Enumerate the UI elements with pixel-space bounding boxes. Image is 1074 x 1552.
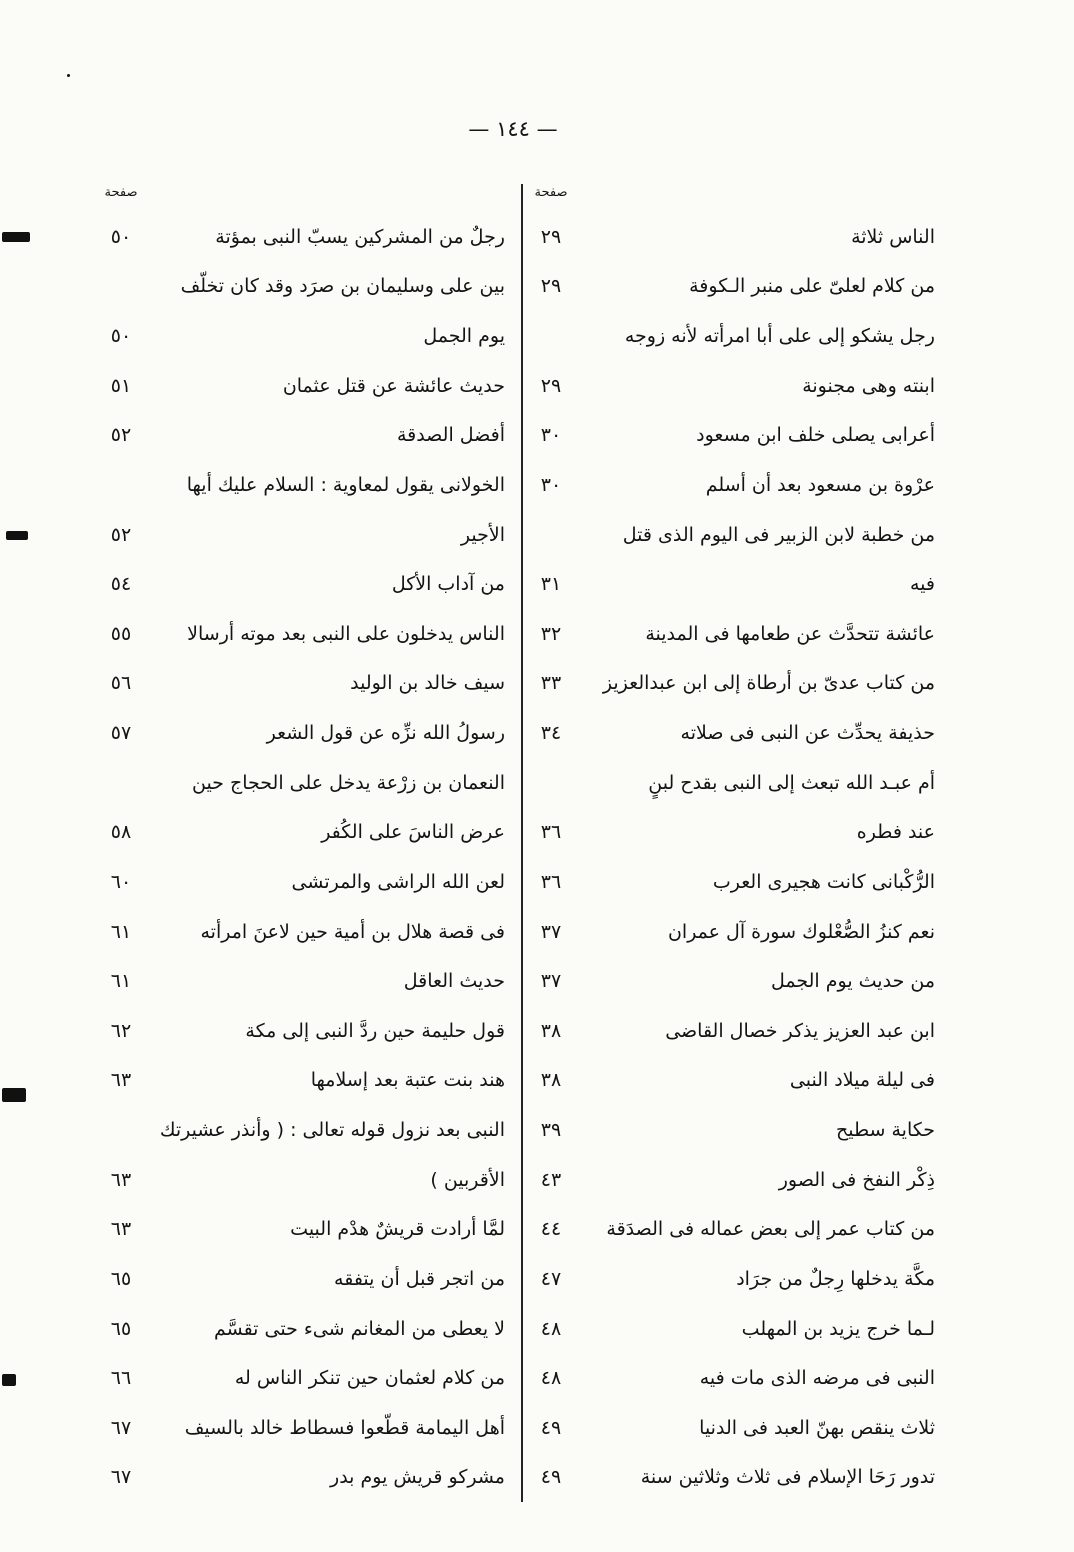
entry-title: النبى فى مرضه الذى مات فيه: [699, 1367, 935, 1390]
entry-title: النعمان بن زرْعة يدخل على الحجاج حين: [191, 771, 505, 794]
entry-title: لعن الله الراشى والمرتشى: [291, 870, 505, 893]
entry-page-number: ٢٩: [540, 275, 562, 298]
entry-title: النبى بعد نزول قوله تعالى : ( وأنذر عشيرتك: [159, 1119, 505, 1142]
index-entry: [100, 1105, 510, 1155]
entry-page-number: ٦٥: [110, 1317, 132, 1340]
left-index-column: [100, 212, 510, 1502]
entry-title: مشركو قريش يوم بدر: [330, 1466, 505, 1489]
entry-title: من كلام لعلىّ على منبر الـكوفة: [689, 275, 935, 298]
entry-title: سيف خالد بن الوليد: [350, 672, 505, 695]
index-entry: [530, 1304, 940, 1354]
entry-title: قول حليمة حين ردَّ النبى إلى مكة: [245, 1019, 505, 1042]
entry-page-number: ٥٢: [110, 424, 132, 447]
index-entry: [530, 1105, 940, 1155]
entry-page-number: ٥٦: [110, 672, 132, 695]
entry-title: الأجير: [460, 523, 505, 546]
index-entry: [530, 1353, 940, 1403]
index-entry: [100, 659, 510, 709]
index-entry: [100, 1403, 510, 1453]
entry-title: رجل يشكو إلى على أبا امرأته لأنه زوجه: [624, 325, 935, 348]
entry-page-number: ٣٩: [540, 1119, 562, 1142]
entry-title: تدور رَحَا الإسلام فى ثلاث وثلاثين سنة: [640, 1466, 935, 1489]
page-column-label: صفحة: [104, 185, 138, 200]
index-entry: [530, 411, 940, 461]
index-entry: [100, 1453, 510, 1503]
entry-page-number: ٦٠: [110, 870, 132, 893]
entry-title: لـما خرج يزيد بن المهلب: [741, 1317, 935, 1340]
entry-title: ابنته وهى مجنونة: [802, 374, 935, 397]
index-entry: [100, 1205, 510, 1255]
index-entry: [530, 1254, 940, 1304]
index-entry: [100, 311, 510, 361]
entry-page-number: ٥٠: [110, 225, 132, 248]
scan-artifact: [2, 232, 30, 242]
entry-title: أم عبـد الله تبعث إلى النبى بقدح لبنٍ: [648, 771, 935, 794]
entry-title: رجلٌ من المشركين يسبّ النبى بمؤتة: [215, 225, 505, 248]
entry-title: الناس يدخلون على النبى بعد موته أرسالا: [187, 622, 505, 645]
entry-page-number: ٣٠: [540, 424, 562, 447]
index-entry: [530, 808, 940, 858]
index-entry: [100, 907, 510, 957]
entry-page-number: ٦٥: [110, 1267, 132, 1290]
entry-page-number: ٣٦: [540, 870, 562, 893]
entry-page-number: ٥٤: [110, 573, 132, 596]
entry-title: حذيفة يحدِّث عن النبى فى صلاته: [680, 722, 935, 745]
entry-title: نعم كنزُ الصُّعْلوك سورة آل عمران: [667, 920, 935, 943]
entry-title: بين على وسليمان بن صرَد وقد كان تخلّف: [180, 275, 505, 298]
index-entry: [100, 411, 510, 461]
index-entry: [530, 708, 940, 758]
entry-title: ابن عبد العزيز يذكر خصال القاضى: [665, 1019, 935, 1042]
entry-title: الناس ثلاثة: [851, 225, 935, 248]
entry-page-number: ٤٧: [540, 1267, 562, 1290]
index-entry: [100, 262, 510, 312]
index-entry: [100, 510, 510, 560]
index-entry: [530, 1006, 940, 1056]
index-entry: [530, 559, 940, 609]
index-entry: [530, 758, 940, 808]
index-entry: [100, 1304, 510, 1354]
entry-page-number: ٦١: [110, 920, 132, 943]
index-entry: [530, 1453, 940, 1503]
entry-page-number: ٥١: [110, 374, 132, 397]
index-entry: [530, 262, 940, 312]
entry-title: فيه: [909, 573, 935, 596]
entry-title: من كلام لعثمان حين تنكر الناس له: [234, 1367, 505, 1390]
index-entry: [530, 1205, 940, 1255]
index-entry: [100, 758, 510, 808]
entry-page-number: ٦٢: [110, 1019, 132, 1042]
entry-title: من كتاب عدىّ بن أرطاة إلى ابن عبدالعزيز: [602, 672, 935, 695]
entry-page-number: ٢٩: [540, 374, 562, 397]
entry-title: حديث العاقل: [403, 970, 505, 993]
entry-page-number: ٣٢: [540, 622, 562, 645]
entry-title: الخولانى يقول لمعاوية : السلام عليك أيها: [186, 473, 505, 496]
entry-page-number: ٣٠: [540, 473, 562, 496]
entry-title: ثلاث ينقص بهنّ العبد فى الدنيا: [699, 1416, 935, 1439]
index-entry: [100, 1155, 510, 1205]
entry-page-number: ٥٠: [110, 325, 132, 348]
index-entry: [530, 1056, 940, 1106]
index-entry: [100, 1056, 510, 1106]
entry-page-number: ٥٢: [110, 523, 132, 546]
entry-title: أهل اليمامة قطّعوا فسطاط خالد بالسيف: [184, 1416, 505, 1439]
index-entry: [100, 1006, 510, 1056]
entry-page-number: ٥٥: [110, 622, 132, 645]
index-entry: [100, 361, 510, 411]
index-entry: [100, 857, 510, 907]
entry-page-number: ٥٨: [110, 821, 132, 844]
scan-artifact: [2, 1088, 26, 1102]
entry-title: لا يعطى من المغانم شىء حتى تقسَّم: [213, 1317, 505, 1340]
entry-title: الرُّكْبانى كانت هجيرى العرب: [712, 870, 935, 893]
index-entry: [530, 212, 940, 262]
index-entry: [100, 708, 510, 758]
entry-page-number: ٤٤: [540, 1218, 562, 1241]
entry-title: من كتاب عمر إلى بعض عماله فى الصدَقة: [606, 1218, 935, 1241]
index-entry: [100, 559, 510, 609]
index-entry: [100, 808, 510, 858]
entry-title: عرض الناسَ على الكُفر: [321, 821, 505, 844]
index-entry: [530, 956, 940, 1006]
entry-page-number: ٤٣: [540, 1168, 562, 1191]
entry-title: هند بنت عتبة بعد إسلامها: [310, 1069, 505, 1092]
entry-title: عائشة تتحدَّث عن طعامها فى المدينة: [645, 622, 935, 645]
entry-title: رسولُ الله نزِّه عن قول الشعر: [266, 722, 505, 745]
entry-title: فى قصة هلال بن أمية حين لاعنَ امرأته: [200, 920, 505, 943]
entry-page-number: ٥٧: [110, 722, 132, 745]
entry-page-number: ٦٧: [110, 1466, 132, 1489]
index-entry: [530, 609, 940, 659]
entry-title: عند فطره: [856, 821, 935, 844]
entry-page-number: ٦٧: [110, 1416, 132, 1439]
entry-title: حديث عائشة عن قتل عثمان: [282, 374, 505, 397]
index-entry: [100, 609, 510, 659]
entry-title: من آداب الأكل: [391, 573, 505, 596]
index-entry: [530, 510, 940, 560]
entry-title: لمَّا أرادت قريشٌ هدْم البيت: [290, 1218, 505, 1241]
page-column-label: صفحة: [534, 185, 568, 200]
entry-page-number: ٤٩: [540, 1416, 562, 1439]
column-divider: [521, 184, 523, 1502]
entry-page-number: ٢٩: [540, 225, 562, 248]
index-entry: [530, 1155, 940, 1205]
entry-page-number: ٦٣: [110, 1168, 132, 1191]
entry-page-number: ٣١: [540, 573, 562, 596]
entry-page-number: ٣٣: [540, 672, 562, 695]
page-number-header: — ١٤٤ —: [468, 117, 558, 141]
index-entry: [100, 212, 510, 262]
entry-title: فى ليلة ميلاد النبى: [789, 1069, 935, 1092]
entry-title: من خطبة لابن الزبير فى اليوم الذى قتل: [622, 523, 935, 546]
entry-title: يوم الجمل: [423, 325, 505, 348]
entry-page-number: ٦٣: [110, 1069, 132, 1092]
entry-page-number: ٤٩: [540, 1466, 562, 1489]
entry-page-number: ٣٦: [540, 821, 562, 844]
entry-title: ذِكْر النفخ فى الصور: [778, 1168, 935, 1191]
entry-page-number: ٣٧: [540, 970, 562, 993]
entry-page-number: ٣٤: [540, 722, 562, 745]
entry-title: من اتجر قبل أن يتفقه: [334, 1267, 505, 1290]
index-entry: [100, 460, 510, 510]
entry-title: من حديث يوم الجمل: [771, 970, 935, 993]
entry-title: أعرابى يصلى خلف ابن مسعود: [696, 424, 935, 447]
index-entry: [530, 361, 940, 411]
index-entry: [530, 659, 940, 709]
scan-artifact: [67, 74, 70, 77]
entry-page-number: ٦١: [110, 970, 132, 993]
entry-page-number: ٤٨: [540, 1367, 562, 1390]
entry-page-number: ٣٧: [540, 920, 562, 943]
scan-artifact: [2, 1374, 16, 1386]
entry-title: حكاية سطيح: [835, 1119, 935, 1142]
entry-page-number: ٦٦: [110, 1367, 132, 1390]
index-entry: [530, 1403, 940, 1453]
index-entry: [530, 311, 940, 361]
right-index-column: [530, 212, 940, 1502]
index-entry: [530, 857, 940, 907]
index-entry: [530, 907, 940, 957]
entry-page-number: ٣٨: [540, 1019, 562, 1042]
entry-page-number: ٦٣: [110, 1218, 132, 1241]
entry-title: مكَّة يدخلها رِجلٌ من جرَاد: [736, 1267, 935, 1290]
entry-title: أفضل الصدقة: [396, 424, 505, 447]
entry-page-number: ٤٨: [540, 1317, 562, 1340]
scan-artifact: [6, 531, 28, 540]
index-entry: [100, 1254, 510, 1304]
index-entry: [530, 460, 940, 510]
index-entry: [100, 1353, 510, 1403]
entry-title: الأقربين ): [430, 1168, 505, 1191]
entry-page-number: ٣٨: [540, 1069, 562, 1092]
entry-title: عرْوة بن مسعود بعد أن أسلم: [705, 473, 935, 496]
index-entry: [100, 956, 510, 1006]
